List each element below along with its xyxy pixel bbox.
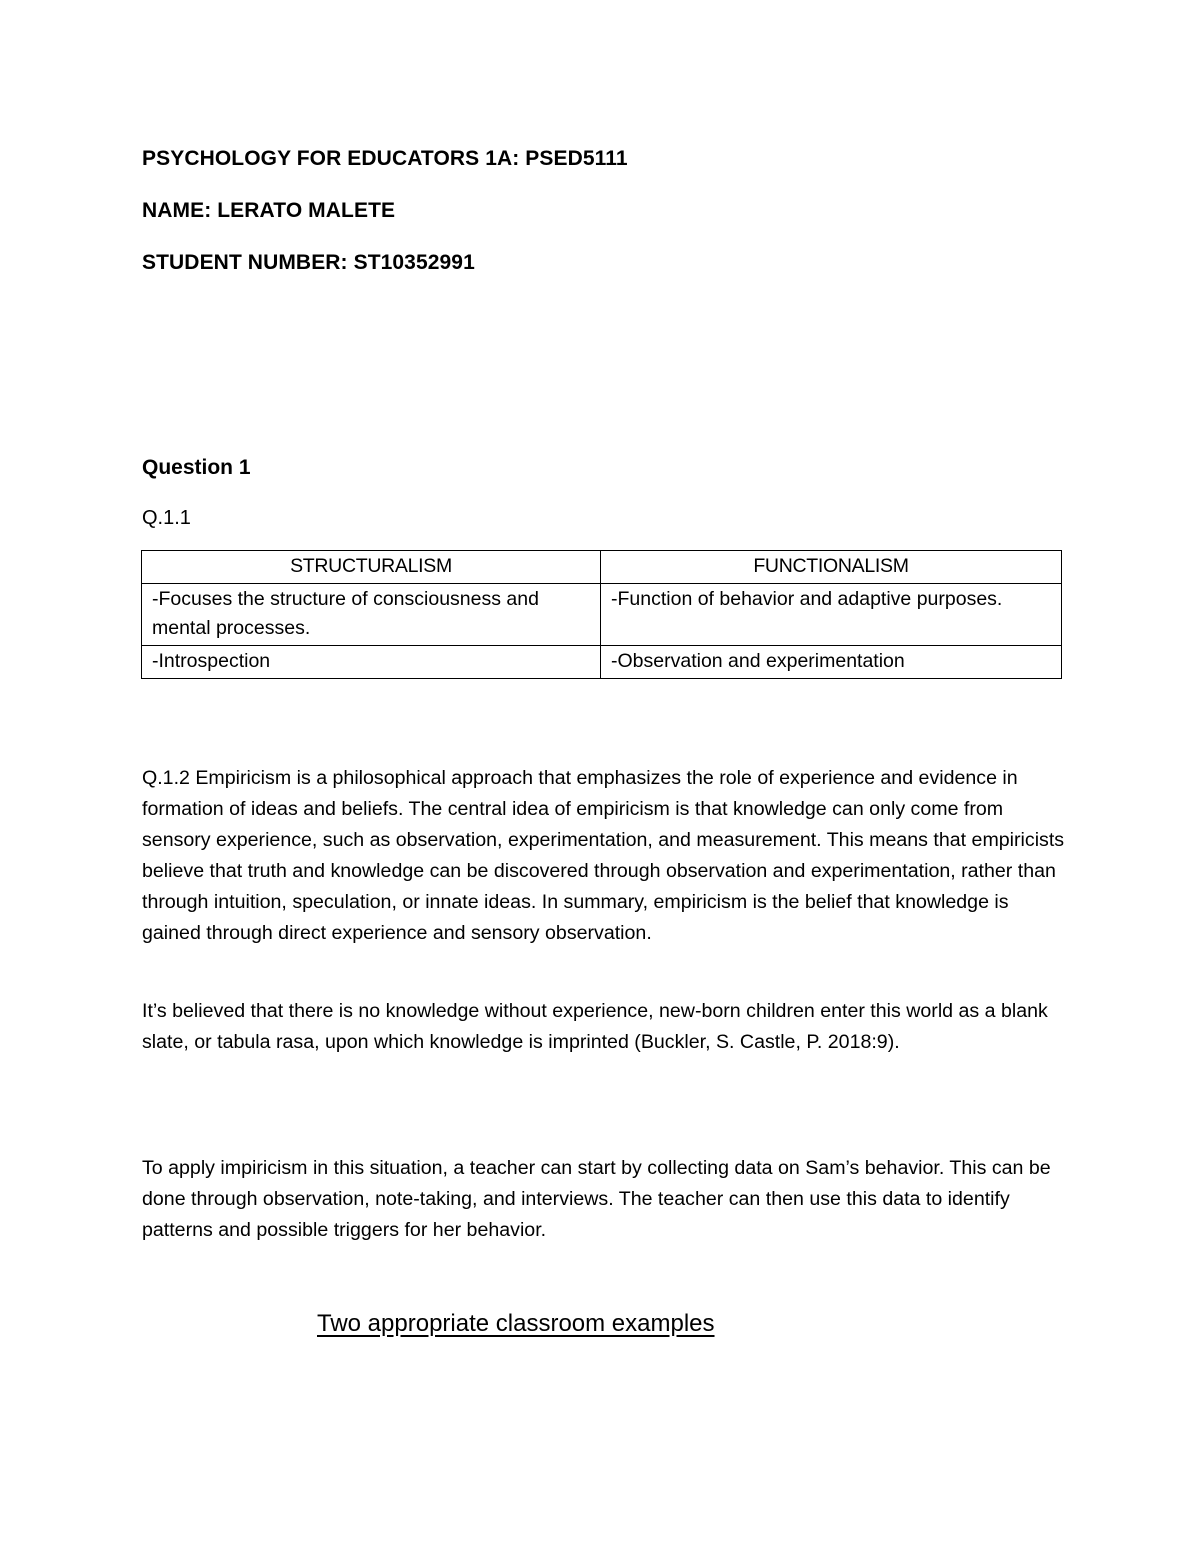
table-header-functionalism: FUNCTIONALISM	[601, 551, 1062, 584]
question-subnumber: Q.1.1	[142, 507, 191, 529]
question-title: Question 1	[142, 456, 251, 479]
table-cell: -Focuses the structure of consciousness and mental processes.	[142, 584, 601, 646]
tabula-rasa-paragraph: It’s believed that there is no knowledge without experience, new-born children enter this world as a blank slate, or tabula rasa, upon which knowledge is imprinted (Buckler, S. Castle, P. 2018:9).	[142, 1000, 1048, 1053]
table-header-structuralism: STRUCTURALISM	[142, 551, 601, 584]
comparison-table	[141, 550, 1062, 679]
student-name: NAME: LERATO MALETE	[142, 199, 396, 222]
table-header-row	[142, 551, 1062, 584]
classroom-examples-heading: Two appropriate classroom examples	[317, 1310, 715, 1337]
course-title: PSYCHOLOGY FOR EDUCATORS 1A: PSED5111	[142, 147, 628, 170]
table-row	[142, 584, 1062, 646]
table-row	[142, 646, 1062, 679]
table-cell: -Function of behavior and adaptive purposes.	[601, 584, 1062, 646]
application-paragraph: To apply impiricism in this situation, a teacher can start by collecting data on Sam’s behavior. This can be done through observation, note-taking, and interviews. The teacher can then use this data to identify patterns and possible triggers for her behavior.	[142, 1157, 1051, 1241]
student-number: STUDENT NUMBER: ST10352991	[142, 251, 475, 274]
table-cell: -Observation and experimentation	[601, 646, 1062, 679]
empiricism-paragraph: Q.1.2 Empiricism is a philosophical approach that emphasizes the role of experience and evidence in formation of ideas and beliefs. The central idea of empiricism is that knowledge can only come from sensory experience, such as observation, experimentation, and measurement. This means that empiricists believe that truth and knowledge can be discovered through observation and experimentation, rather than through intuition, speculation, or innate ideas. In summary, empiricism is the belief that knowledge is gained through direct experience and sensory observation.	[142, 767, 1065, 944]
table-cell: -Introspection	[142, 646, 601, 679]
